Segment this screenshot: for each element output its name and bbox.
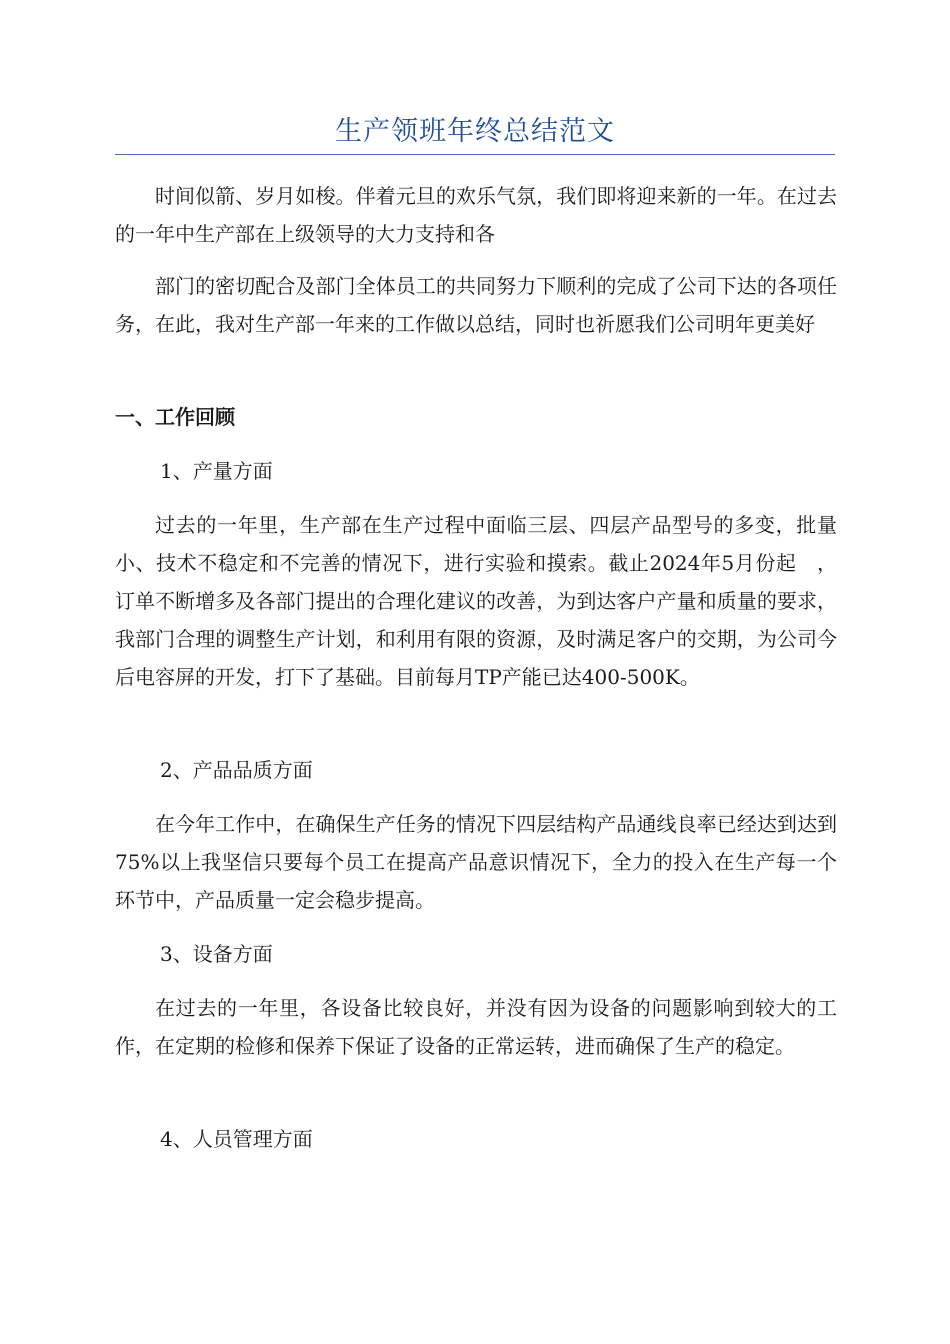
subsection-paragraph: 在过去的一年里，各设备比较良好，并没有因为设备的问题影响到较大的工作，在定期的检修和保养下保证了设备的正常运转，进而确保了生产的稳定。 <box>115 996 837 1058</box>
subsection-text-quality-block <box>115 805 837 919</box>
intro-paragraph-1-block <box>115 177 837 253</box>
subsection-text-equipment-block <box>115 989 837 1065</box>
subsection-heading-equipment: 3、设备方面 <box>160 942 273 966</box>
subsection-paragraph: 在今年工作中，在确保生产任务的情况下四层结构产品通线良率已经达到达到75%以上我坚信只要每个员工在提高产品意识情况下，全力的投入在生产每一个环节中，产品质量一定会稳步提高。 <box>115 812 837 912</box>
document-title: 生产领班年终总结范文 <box>335 116 615 147</box>
subsection-text-output-block <box>115 506 837 696</box>
intro-paragraph: 时间似箭、岁月如梭。伴着元旦的欢乐气氛，我们即将迎来新的一年。在过去的一年中生产部在上级领导的大力支持和各 <box>115 184 837 246</box>
subsection-heading-output: 1、产量方面 <box>160 459 273 483</box>
subsection-heading-quality: 2、产品品质方面 <box>160 758 313 782</box>
section-heading: 一、工作回顾 <box>115 405 235 429</box>
title-underline <box>115 154 835 155</box>
intro-paragraph-2-block <box>115 267 837 343</box>
subsection-heading-personnel: 4、人员管理方面 <box>160 1127 313 1151</box>
intro-paragraph: 部门的密切配合及部门全体员工的共同努力下顺利的完成了公司下达的各项任务，在此，我对生产部一年来的工作做以总结，同时也祈愿我们公司明年更美好 <box>115 274 837 336</box>
subsection-paragraph: 过去的一年里，生产部在生产过程中面临三层、四层产品型号的多变，批量小、技术不稳定和不完善的情况下，进行实验和摸索。截止2024年5月份起 ，订单不断增多及各部门提出的合理化建议的改善，为到达客户产量和质量的要求，我部门合理的调整生产计划，和利用有限的资源，及时满足客户的交期，为公司今后电容屏的开发，打下了基础。目前每月TP产能已达400-500K。 <box>115 513 837 689</box>
